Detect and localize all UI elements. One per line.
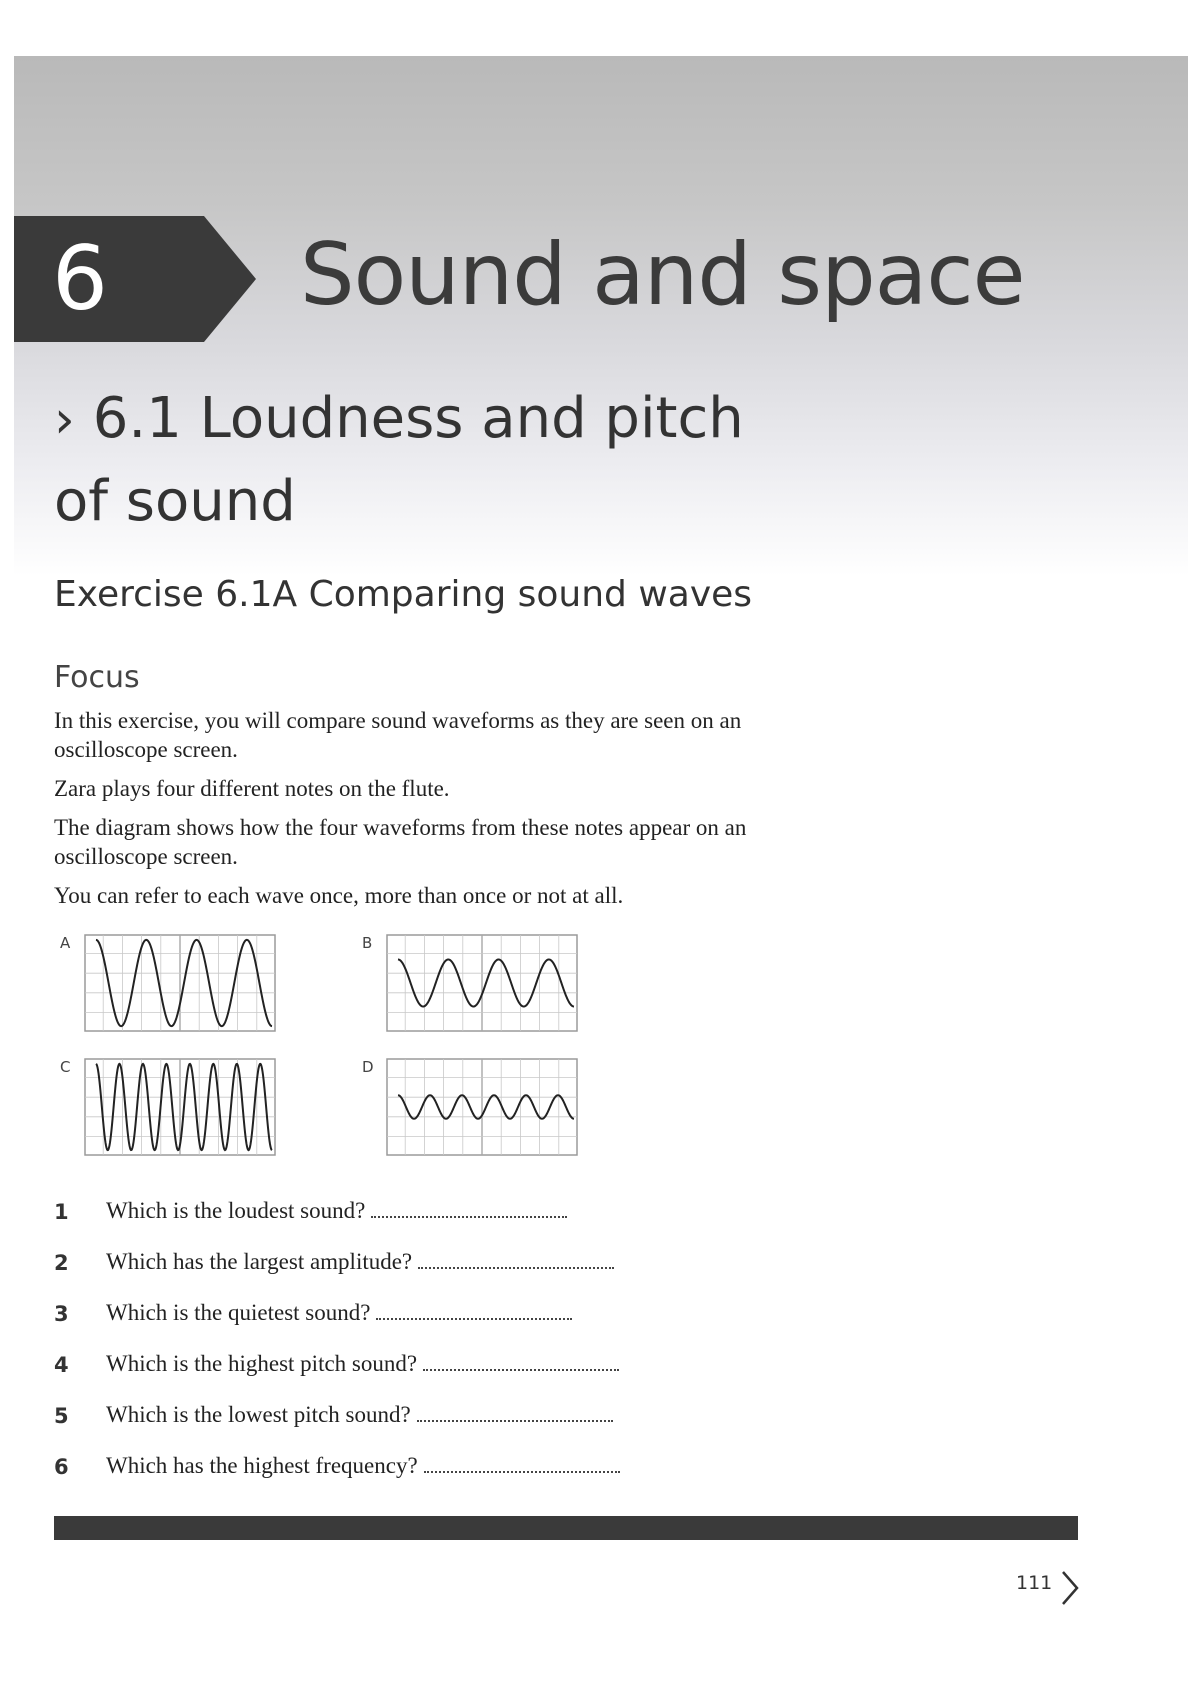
oscilloscope-screen bbox=[386, 1058, 578, 1156]
instruction-paragraph: You can refer to each wave once, more than once or not at all. bbox=[54, 883, 624, 908]
waveform-trace bbox=[386, 934, 578, 1032]
oscilloscope-screen bbox=[84, 1058, 276, 1156]
chapter-number: 6 bbox=[52, 227, 108, 330]
answer-line[interactable] bbox=[424, 1453, 620, 1473]
question-item bbox=[54, 1400, 854, 1451]
question-text bbox=[106, 1249, 614, 1275]
waveform-label: B bbox=[362, 934, 373, 952]
chapter-title: Sound and space bbox=[300, 225, 1025, 325]
instruction-paragraph: The diagram shows how the four waveforms from these notes appear on an oscilloscope screen. bbox=[54, 815, 747, 869]
waveform-trace bbox=[84, 934, 276, 1032]
question-text bbox=[106, 1453, 620, 1479]
answer-line[interactable] bbox=[423, 1351, 619, 1371]
page-number: 111 bbox=[1016, 1572, 1053, 1594]
question-number: 1 bbox=[54, 1200, 69, 1224]
question-text bbox=[106, 1198, 567, 1224]
waveform-trace bbox=[386, 1058, 578, 1156]
answer-line[interactable] bbox=[371, 1198, 567, 1218]
answer-line[interactable] bbox=[417, 1402, 613, 1422]
question-number: 5 bbox=[54, 1404, 69, 1428]
waveform-label: A bbox=[60, 934, 71, 952]
answer-line[interactable] bbox=[418, 1249, 614, 1269]
oscilloscope-screen bbox=[84, 934, 276, 1032]
question-prompt: Which has the highest frequency? bbox=[106, 1453, 418, 1478]
footer-bar bbox=[54, 1516, 1078, 1540]
question-text bbox=[106, 1402, 613, 1428]
question-prompt: Which is the lowest pitch sound? bbox=[106, 1402, 411, 1427]
question-number: 6 bbox=[54, 1455, 69, 1479]
question-item bbox=[54, 1349, 854, 1400]
focus-heading: Focus bbox=[54, 660, 140, 695]
question-prompt: Which is the loudest sound? bbox=[106, 1198, 366, 1223]
waveform-trace bbox=[84, 1058, 276, 1156]
question-number: 2 bbox=[54, 1251, 69, 1275]
exercise-instructions bbox=[54, 706, 814, 920]
waveform-label: C bbox=[60, 1058, 71, 1076]
exercise-title: Exercise 6.1A Comparing sound waves bbox=[54, 574, 753, 615]
question-text bbox=[106, 1300, 572, 1326]
question-number: 3 bbox=[54, 1302, 69, 1326]
question-prompt: Which has the largest amplitude? bbox=[106, 1249, 413, 1274]
question-item bbox=[54, 1247, 854, 1298]
section-title: 6.1 Loudness and pitch of sound bbox=[54, 386, 744, 534]
waveform-label: D bbox=[362, 1058, 374, 1076]
answer-line[interactable] bbox=[376, 1300, 572, 1320]
section-heading bbox=[54, 378, 814, 543]
chevron-right-icon: › bbox=[54, 390, 75, 450]
instruction-paragraph: Zara plays four different notes on the flute. bbox=[54, 776, 450, 801]
chevron-right-icon bbox=[1060, 1570, 1080, 1606]
question-list bbox=[54, 1196, 854, 1502]
question-item bbox=[54, 1298, 854, 1349]
question-text bbox=[106, 1351, 619, 1377]
question-prompt: Which is the quietest sound? bbox=[106, 1300, 371, 1325]
instruction-paragraph: In this exercise, you will compare sound waveforms as they are seen on an oscilloscope screen. bbox=[54, 708, 742, 762]
question-item bbox=[54, 1451, 854, 1502]
question-prompt: Which is the highest pitch sound? bbox=[106, 1351, 418, 1376]
question-item bbox=[54, 1196, 854, 1247]
question-number: 4 bbox=[54, 1353, 69, 1377]
oscilloscope-screen bbox=[386, 934, 578, 1032]
